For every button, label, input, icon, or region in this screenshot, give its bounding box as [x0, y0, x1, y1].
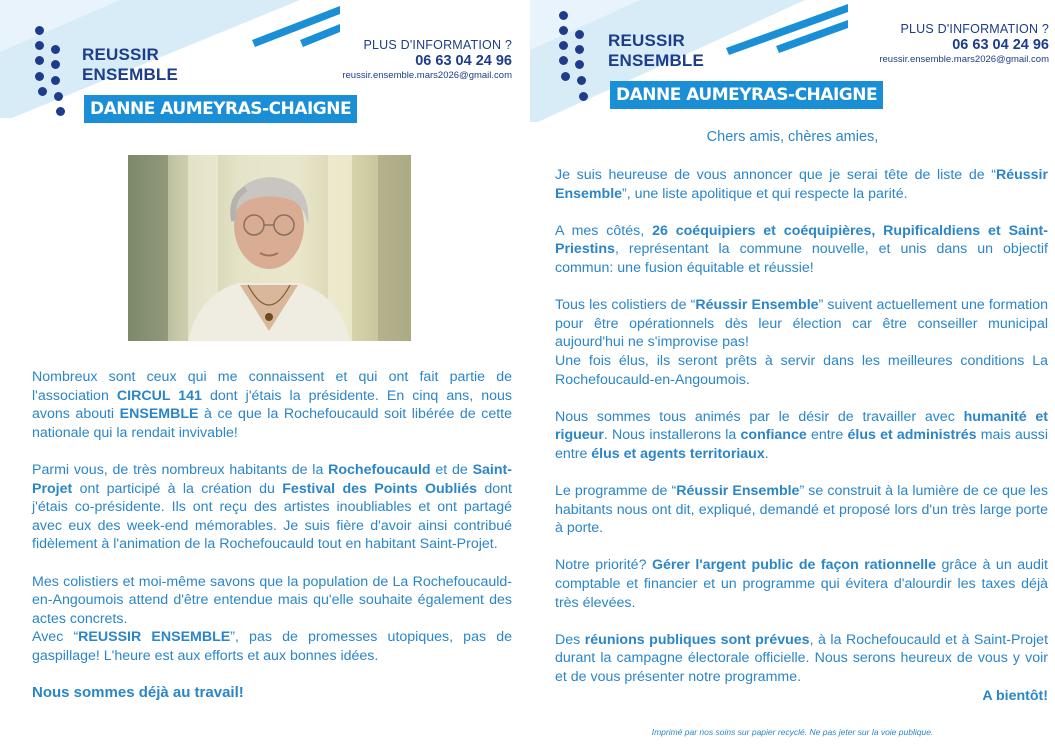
- right-page: [530, 0, 1055, 747]
- paragraph: Nombreux sont ceux qui me connaissent et qui ont fait partie de l'association CIRCUL 141 dont j'étais la présidente. En cinq ans, nous avons abouti ENSEMBLE à ce que la Rochefoucauld soit libérée de cette nationale qui la rendait invivable!: [32, 369, 513, 441]
- paragraph: Nous sommes tous animés par le désir de travailler avec humanité et rigueur. Nous installerons la confiance entre élus et administrés mais aussi entre élus et agents territoriaux.: [555, 408, 1048, 462]
- paragraph: Parmi vous, de très nombreux habitants de la Rochefoucauld et de Saint-Projet ont participé à la création du Festival des Points Oubliés dont j'étais co-présidente. Ils ont reçu des artistes inoubliables et ont partagé avec eux des week-end mémorables. Je suis fière d'avoir ainsi contribué fidèlement à l'animation de la Rochefoucauld tout en habitant Saint-Projet.: [32, 461, 512, 553]
- brand-line1: REUSSIR: [608, 31, 685, 50]
- paragraph: Mes colistiers et moi-même savons que la population de La Rochefoucauld-en-Angoumois attend d'être entendue mais qu'elle souhaite également des actes concrets.: [32, 573, 512, 627]
- footer-note: Imprimé par nos soins sur papier recyclé. Ne pas jeter sur la voie publique.: [651, 727, 934, 737]
- left-page: [0, 0, 527, 747]
- paragraph: Avec “REUSSIR ENSEMBLE”, pas de promesses utopiques, pas de gaspillage! L'heure est aux efforts et aux bonnes idées.: [32, 629, 512, 664]
- contact-phone: 06 63 04 24 96: [952, 37, 1049, 53]
- candidate-name: DANNE AUMEYRAS-CHAIGNE: [84, 95, 357, 123]
- contact-title: PLUS D'INFORMATION ?: [900, 22, 1049, 36]
- closing-line: Nous sommes déjà au travail!: [32, 684, 244, 702]
- brand-line2: ENSEMBLE: [608, 51, 705, 70]
- contact-email: reussir.ensemble.mars2026@gmail.com: [342, 70, 512, 81]
- contact-block: [879, 22, 1049, 65]
- contact-block: [342, 38, 512, 81]
- brand-logo-text: [608, 31, 704, 71]
- paragraph: Le programme de “Réussir Ensemble” se construit à la lumière de ce que les habitants nous ont dit, expliqué, demandé et proposé lors d'un très large porte à porte.: [555, 483, 1049, 537]
- signoff: A bientôt!: [982, 687, 1048, 704]
- contact-title: PLUS D'INFORMATION ?: [363, 38, 512, 52]
- greeting: Chers amis, chères amies,: [706, 129, 879, 145]
- contact-phone: 06 63 04 24 96: [415, 53, 512, 69]
- paragraph: A mes côtés, 26 coéquipiers et coéquipières, Rupificaldiens et Saint-Priestins, représentant la commune nouvelle, et unis dans un objectif commun: une fusion équitable et réussie!: [555, 222, 1048, 276]
- paragraph: Notre priorité? Gérer l'argent public de façon rationnelle grâce à un audit comptable et financier et un programme qui évitera d'alourdir les taxes déjà très élevées.: [555, 557, 1048, 611]
- left-body: [32, 368, 512, 721]
- paragraph: Tous les colistiers de “Réussir Ensemble” suivent actuellement une formation pour être opérationnels dès leur élection car être conseiller municipal aujourd'hui ne s'improvise pas!: [555, 297, 1048, 351]
- brand-logo-text: [82, 45, 178, 85]
- candidate-photo: [128, 155, 411, 341]
- contact-email: reussir.ensemble.mars2026@gmail.com: [879, 54, 1049, 65]
- left-header: [0, 0, 527, 150]
- paragraph: Une fois élus, ils seront prêts à servir dans les meilleures conditions La Rochefoucauld-en-Angoumois.: [555, 352, 1048, 388]
- right-body: [555, 166, 1048, 724]
- brand-line1: REUSSIR: [82, 45, 159, 64]
- paragraph: Des réunions publiques sont prévues, à la Rochefoucauld et à Saint-Projet durant la campagne électorale officielle. Nous serons heureux de vous y voir et de vous présenter notre programme.: [555, 631, 1049, 686]
- candidate-name: DANNE AUMEYRAS-CHAIGNE: [610, 81, 883, 109]
- paragraph: Je suis heureuse de vous annoncer que je serai tête de liste de “Réussir Ensemble”, une liste apolitique et qui respecte la parité.: [555, 167, 1048, 202]
- brand-line2: ENSEMBLE: [82, 65, 179, 84]
